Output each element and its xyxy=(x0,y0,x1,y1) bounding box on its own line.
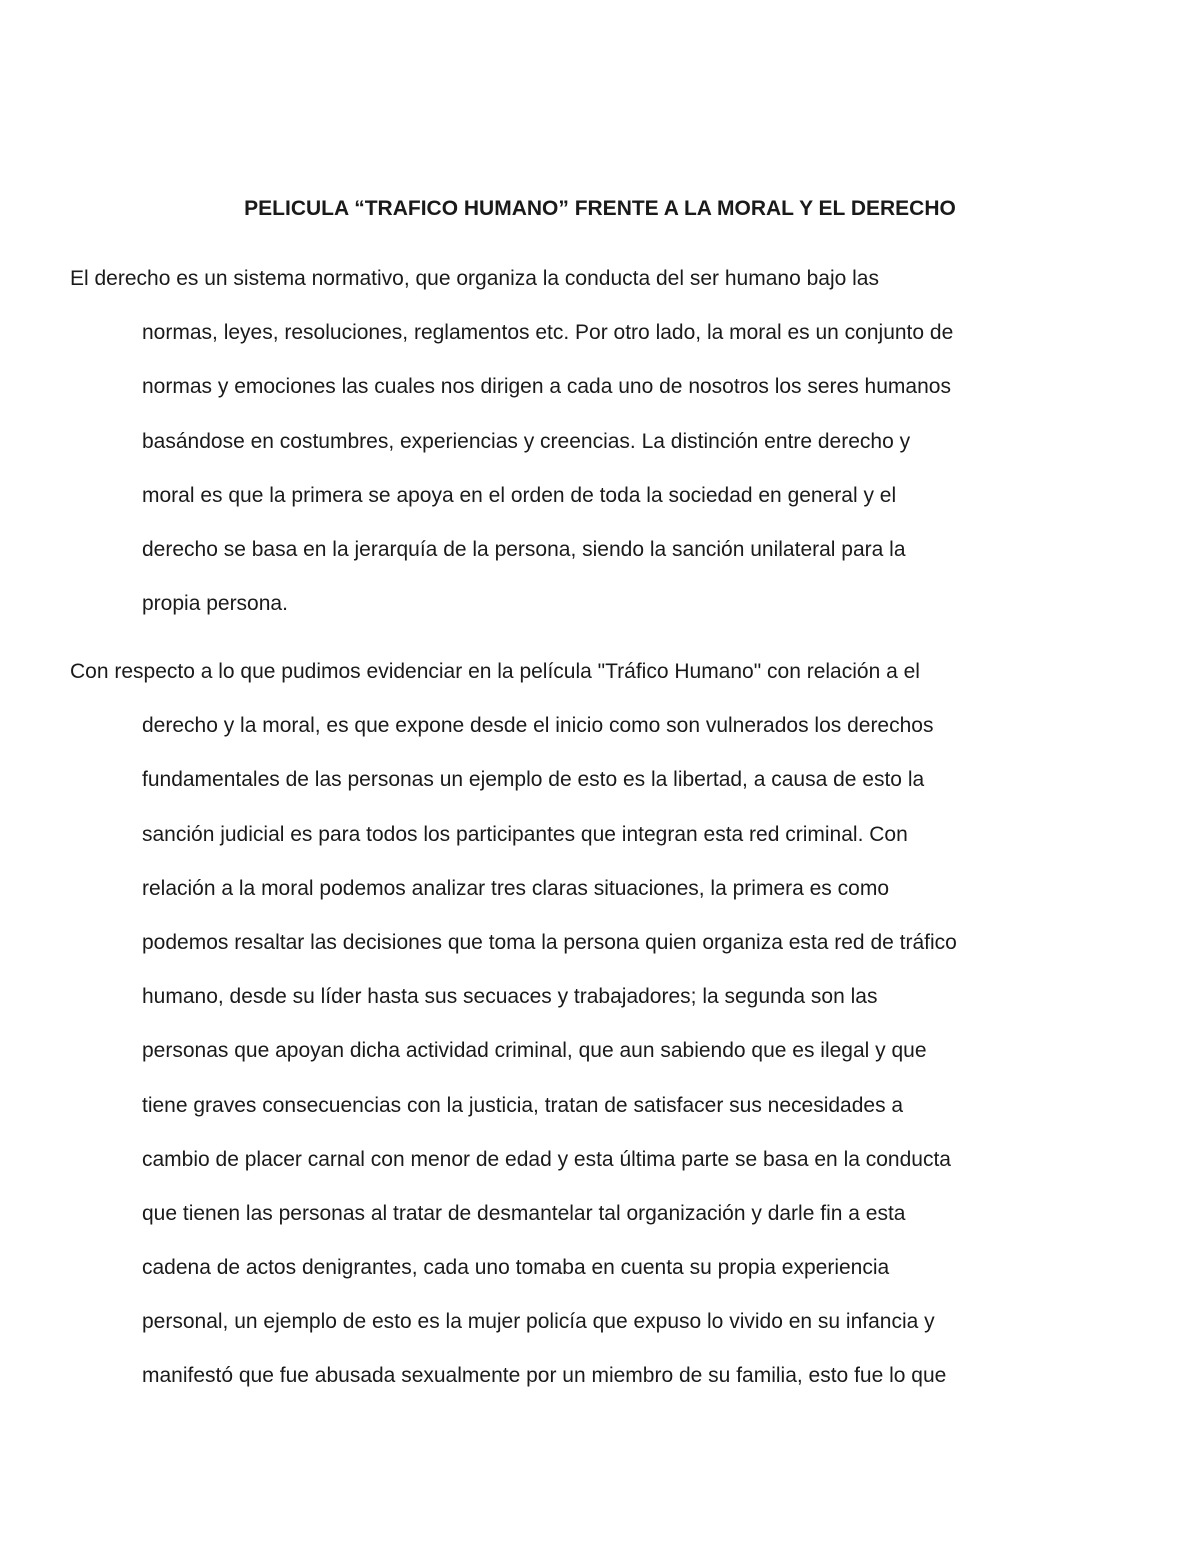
paragraph-line: basándose en costumbres, experiencias y creencias. La distinción entre derecho y xyxy=(142,429,911,453)
paragraph-line: personal, un ejemplo de esto es la mujer policía que expuso lo vivido en su infancia y xyxy=(142,1310,935,1334)
paragraph-line: fundamentales de las personas un ejemplo de esto es la libertad, a causa de esto la xyxy=(142,768,925,792)
paragraph-line: derecho se basa en la jerarquía de la persona, siendo la sanción unilateral para la xyxy=(142,537,906,561)
paragraph-line: cadena de actos denigrantes, cada uno tomaba en cuenta su propia experiencia xyxy=(142,1256,890,1280)
paragraph-line: Con respecto a lo que pudimos evidenciar en la película "Tráfico Humano" con relación a el xyxy=(70,660,920,683)
paragraph-line: cambio de placer carnal con menor de edad y esta última parte se basa en la conducta xyxy=(142,1147,951,1171)
paragraph-1 xyxy=(70,252,953,631)
paragraph-line: sanción judicial es para todos los participantes que integran esta red criminal. Con xyxy=(142,822,908,846)
paragraph-line: El derecho es un sistema normativo, que organiza la conducta del ser humano bajo las xyxy=(70,267,879,290)
paragraph-line: derecho y la moral, es que expone desde el inicio como son vulnerados los derechos xyxy=(142,714,934,738)
paragraph-line: relación a la moral podemos analizar tres claras situaciones, la primera es como xyxy=(142,876,889,900)
paragraph-2 xyxy=(70,645,957,1404)
paragraph-line: propia persona. xyxy=(142,592,288,616)
paragraph-line: personas que apoyan dicha actividad criminal, que aun sabiendo que es ilegal y que xyxy=(142,1039,927,1063)
paragraph-line: moral es que la primera se apoya en el orden de toda la sociedad en general y el xyxy=(142,483,897,507)
paragraph-line: tiene graves consecuencias con la justicia, tratan de satisfacer sus necesidades a xyxy=(142,1093,904,1117)
paragraph-line: podemos resaltar las decisiones que toma la persona quien organiza esta red de tráfico xyxy=(142,930,957,954)
paragraph-line: humano, desde su líder hasta sus secuaces y trabajadores; la segunda son las xyxy=(142,985,878,1009)
document-title: PELICULA “TRAFICO HUMANO” FRENTE A LA MORAL Y EL DERECHO xyxy=(244,197,956,220)
paragraph-line: manifestó que fue abusada sexualmente por un miembro de su familia, esto fue lo que xyxy=(142,1364,947,1388)
paragraph-line: normas, leyes, resoluciones, reglamentos etc. Por otro lado, la moral es un conjunto de xyxy=(142,321,954,345)
paragraph-line: normas y emociones las cuales nos dirigen a cada uno de nosotros los seres humanos xyxy=(142,375,951,399)
paragraph-line: que tienen las personas al tratar de desmantelar tal organización y darle fin a esta xyxy=(142,1201,906,1225)
